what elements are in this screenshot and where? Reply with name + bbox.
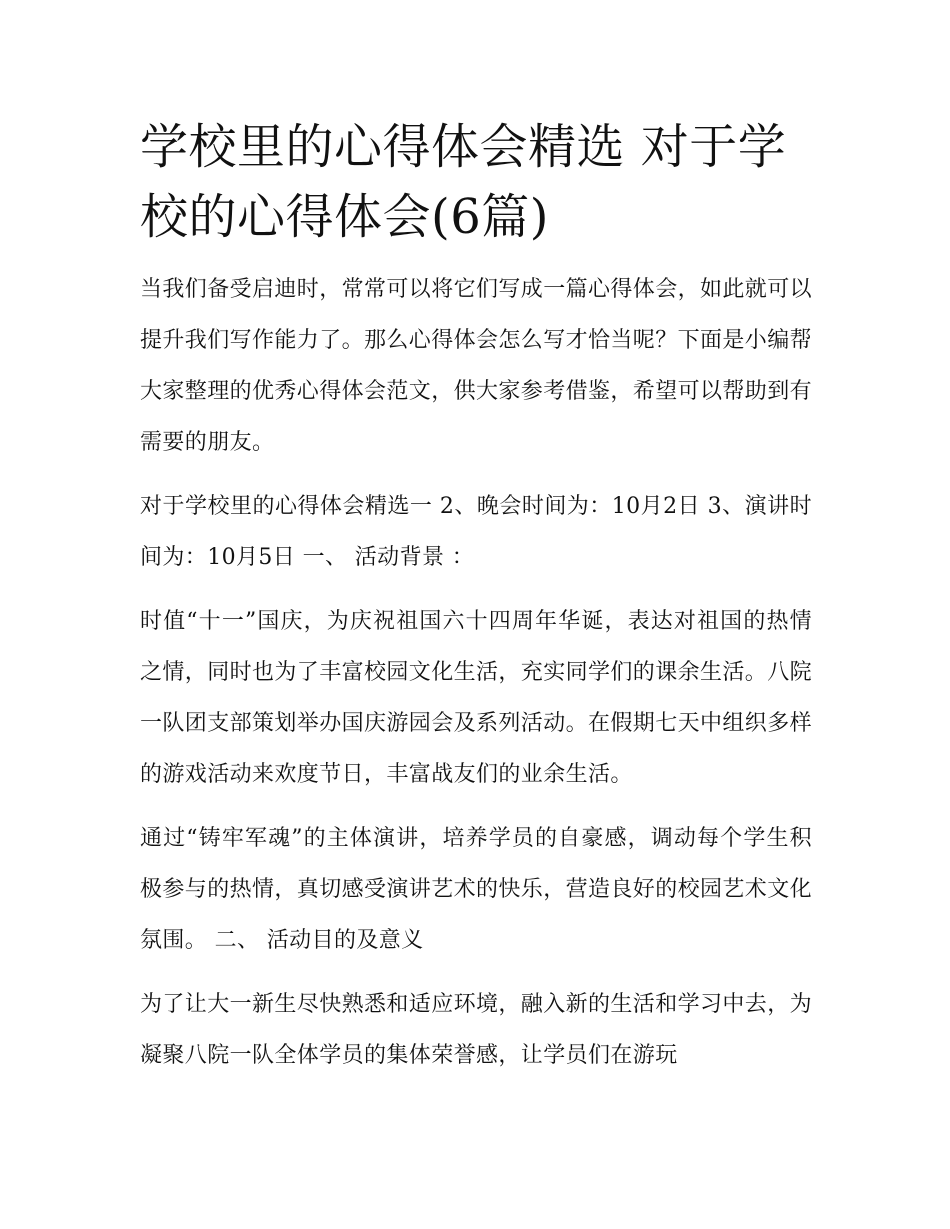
document-page [140, 112, 812, 1081]
background-paragraph: 时值“十一”国庆，为庆祝祖国六十四周年华诞，表达对祖国的热情之情，同时也为了丰富校园文化生活，充实同学们的课余生活。八院一队团支部策划举办国庆游园会及系列活动。在假期七天中组织多样的游戏活动来欢度节日，丰富战友们的业余生活。 [140, 609, 813, 787]
section-one-heading-paragraph: 对于学校里的心得体会精选一 2、晚会时间为：10月2日 3、演讲时间为：10月5日 一、 活动背景 ： [140, 494, 812, 570]
speech-paragraph: 通过“铸牢军魂”的主体演讲，培养学员的自豪感，调动每个学生积极参与的热情，真切感受演讲艺术的快乐，营造良好的校园艺术文化氛围。 二、 活动目的及意义 [140, 826, 813, 953]
intro-paragraph: 当我们备受启迪时，常常可以将它们写成一篇心得体会，如此就可以提升我们写作能力了。那么心得体会怎么写才恰当呢？下面是小编帮大家整理的优秀心得体会范文，供大家参考借鉴，希望可以帮助到有需要的朋友。 [140, 277, 813, 455]
purpose-paragraph: 为了让大一新生尽快熟悉和适应环境，融入新的生活和学习中去，为凝聚八院一队全体学员的集体荣誉感，让学员们在游玩 [140, 992, 813, 1068]
document-title: 学校里的心得体会精选 对于学校的心得体会(6篇) [140, 119, 787, 245]
